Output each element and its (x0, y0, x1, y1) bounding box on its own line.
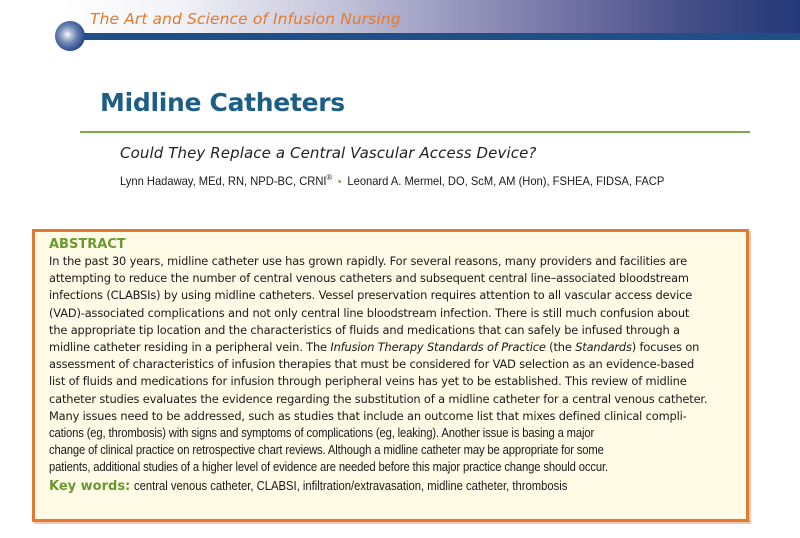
author-list (120, 173, 664, 188)
abstract-line: the appropriate tip location and the characteristics of fluids and medications that can safely be infused through a (49, 322, 680, 337)
abstract-line: patients, additional studies of a higher level of evidence are needed before this major practice change should occur. (49, 460, 608, 475)
keywords-list: central venous catheter, CLABSI, infiltration/extravasation, midline catheter, thrombosis (134, 478, 568, 493)
abstract-text: (the (545, 340, 576, 355)
abstract-line: infections (CLABSIs) by using midline catheters. Vessel preservation requires attention to all vascular access device (49, 288, 693, 303)
abstract-line: (VAD)-associated complications and not only central line bloodstream infection. There is still much confusion about (49, 305, 690, 320)
abstract-line: change of clinical practice on retrospective chart reviews. Although a midline catheter may be appropriate for some (49, 443, 604, 458)
abstract-line: cations (eg, thrombosis) with signs and symptoms of complications (eg, leaking). Another issue is basing a major (49, 426, 595, 441)
abstract-line: Many issues need to be addressed, such as studies that include an outcome list that mixes defined clinical compli- (49, 408, 687, 423)
abstract-line: list of fluids and medications for infusion through peripheral veins has yet to be established. This review of midline (49, 374, 687, 389)
keywords-label: Key words: (49, 478, 131, 494)
author-name: Leonard A. Mermel, DO, ScM, AM (Hon), FSHEA, FIDSA, FACP (347, 174, 665, 188)
abstract-text: ) focuses on (631, 340, 700, 355)
registered-mark: ® (326, 173, 333, 182)
abstract-line (49, 339, 746, 356)
author-separator-icon: • (337, 176, 342, 188)
abstract-body (49, 253, 746, 477)
banner-rule (70, 33, 800, 40)
author-name: Lynn Hadaway, MEd, RN, NPD-BC, CRNI (120, 174, 327, 188)
journal-banner-title: The Art and Science of Infusion Nursing (90, 10, 401, 28)
abstract-text: midline catheter residing in a peripheral vein. The (49, 340, 331, 355)
abstract-heading: ABSTRACT (49, 237, 126, 252)
abstract-line: attempting to reduce the number of central venous catheters and subsequent central line–associated bloodstream (49, 271, 689, 286)
standards-title: Infusion Therapy Standards of Practice (330, 340, 546, 355)
article-subtitle: Could They Replace a Central Vascular Access Device? (120, 144, 537, 162)
standards-short: Standards (575, 340, 632, 355)
keywords-row (49, 477, 746, 495)
title-divider (80, 131, 750, 133)
abstract-line: catheter studies evaluates the evidence regarding the substitution of a midline catheter for a central venous catheter. (49, 391, 708, 406)
article-title: Midline Catheters (100, 88, 345, 117)
abstract-box (32, 229, 749, 522)
abstract-line: assessment of characteristics of infusion therapies that must be considered for VAD selection as an evidence-based (49, 357, 695, 372)
abstract-line: In the past 30 years, midline catheter use has grown rapidly. For several reasons, many providers and facilities are (49, 254, 687, 268)
banner-orb-icon (55, 21, 85, 51)
